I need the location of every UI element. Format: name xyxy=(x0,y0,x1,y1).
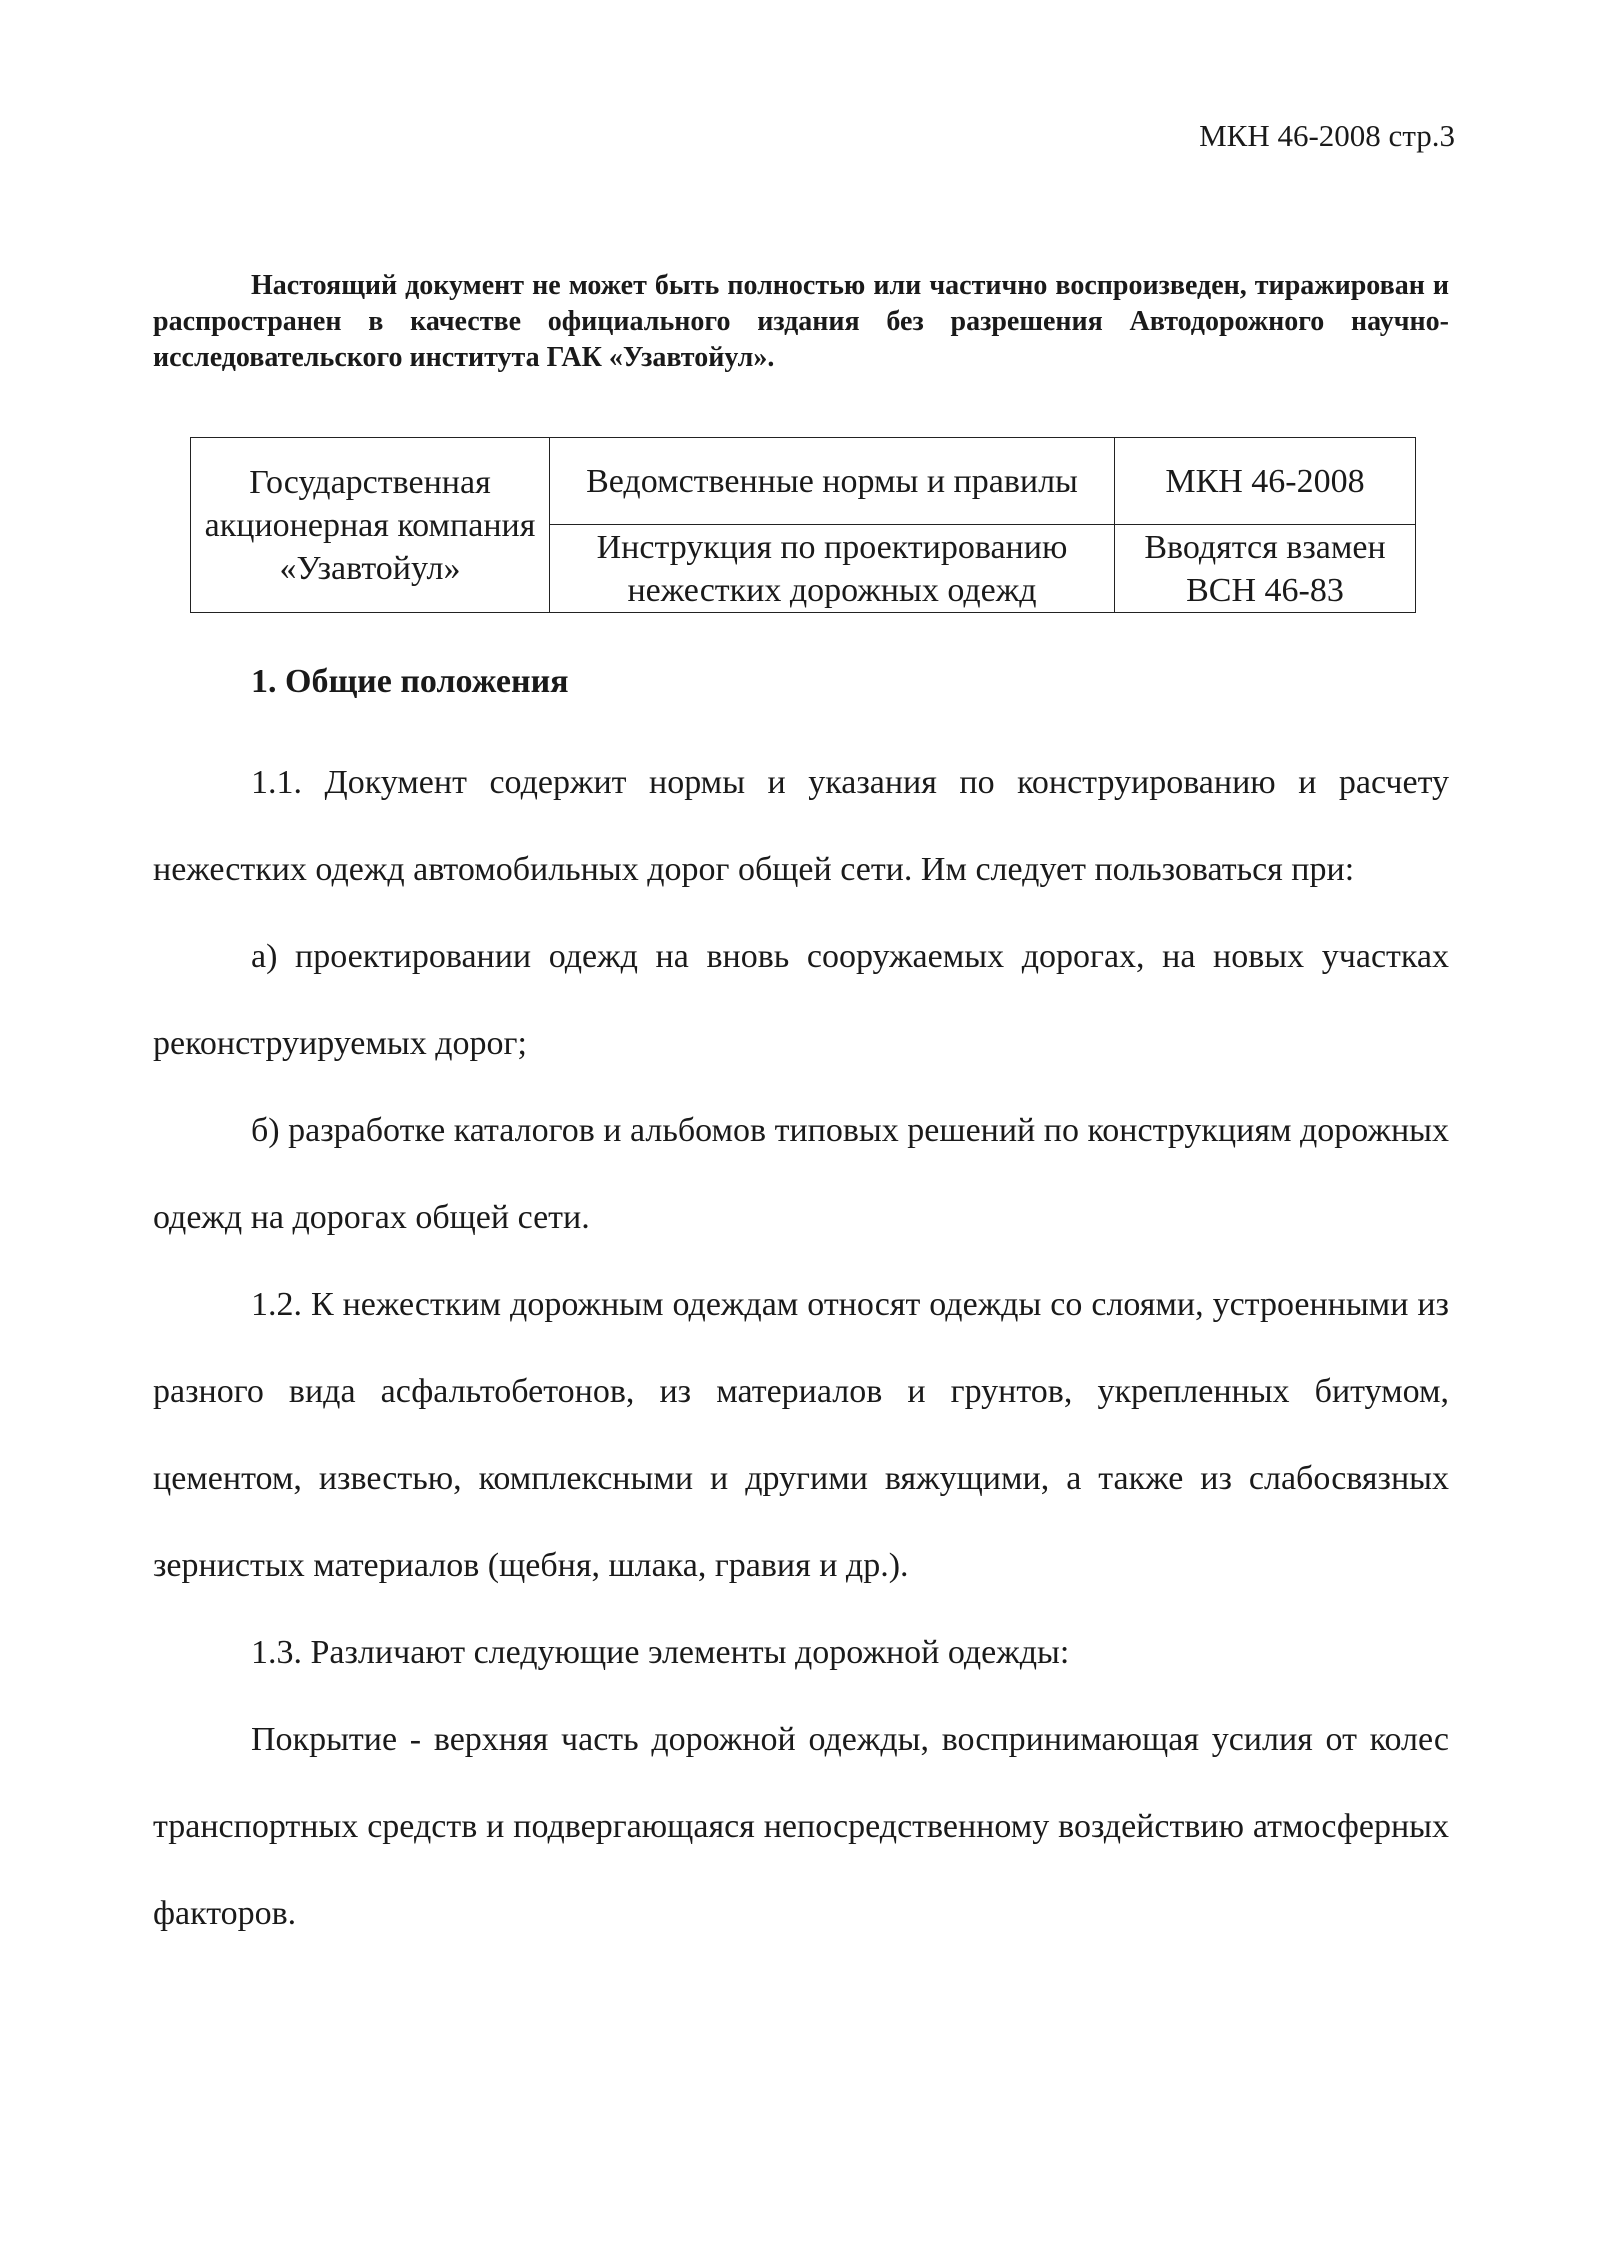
paragraph-item-b: б) разработке каталогов и альбомов типовых решений по конструкциям дорожных одежд на дорогах общей сети. xyxy=(153,1112,1449,1236)
norms-type-cell: Ведомственные нормы и правилы xyxy=(550,438,1115,525)
paragraph-pokrytie: Покрытие - верхняя часть дорожной одежды, воспринимающая усилия от колес транспортных средств и подвергающаяся непосредственному воздействию атмосферных факторов. xyxy=(153,1721,1449,1932)
title-block-table xyxy=(190,437,1416,613)
section-title: 1. Общие положения xyxy=(251,663,569,700)
document-code-cell: МКН 46-2008 xyxy=(1115,438,1416,525)
paragraph-1-2: 1.2. К нежестким дорожным одеждам относят одежды со слоями, устроенными из разного вида асфальтобетонов, из материалов и грунтов, укрепленных битумом, цементом, известью, комплексными и другими вяжущими, а также из слабосвязных зернистых материалов (щебня, шлака, гравия и др.). xyxy=(153,1286,1449,1584)
replaces-cell: Вводятся взамен ВСН 46-83 xyxy=(1115,525,1416,613)
paragraph-1-3: 1.3. Различают следующие элементы дорожной одежды: xyxy=(251,1634,1070,1671)
copyright-notice: Настоящий документ не может быть полностью или частично воспроизведен, тиражирован и распространен в качестве официального издания без разрешения Автодорожного научно-исследовательского института ГАК «Узавтойул». xyxy=(153,270,1449,373)
page-header: МКН 46-2008 стр.3 xyxy=(1199,118,1455,153)
paragraph-item-a: а) проектировании одежд на вновь сооружаемых дорогах, на новых участках реконструируемых дорог; xyxy=(153,938,1449,1062)
section-body xyxy=(153,739,1449,1957)
paragraph-1-1: 1.1. Документ содержит нормы и указания по конструированию и расчету нежестких одежд автомобильных дорог общей сети. Им следует пользоваться при: xyxy=(153,764,1449,888)
document-title-cell: Инструкция по проектированию нежестких дорожных одежд xyxy=(550,525,1115,613)
organization-cell: Государственная акционерная компания «Узавтойул» xyxy=(191,438,550,613)
